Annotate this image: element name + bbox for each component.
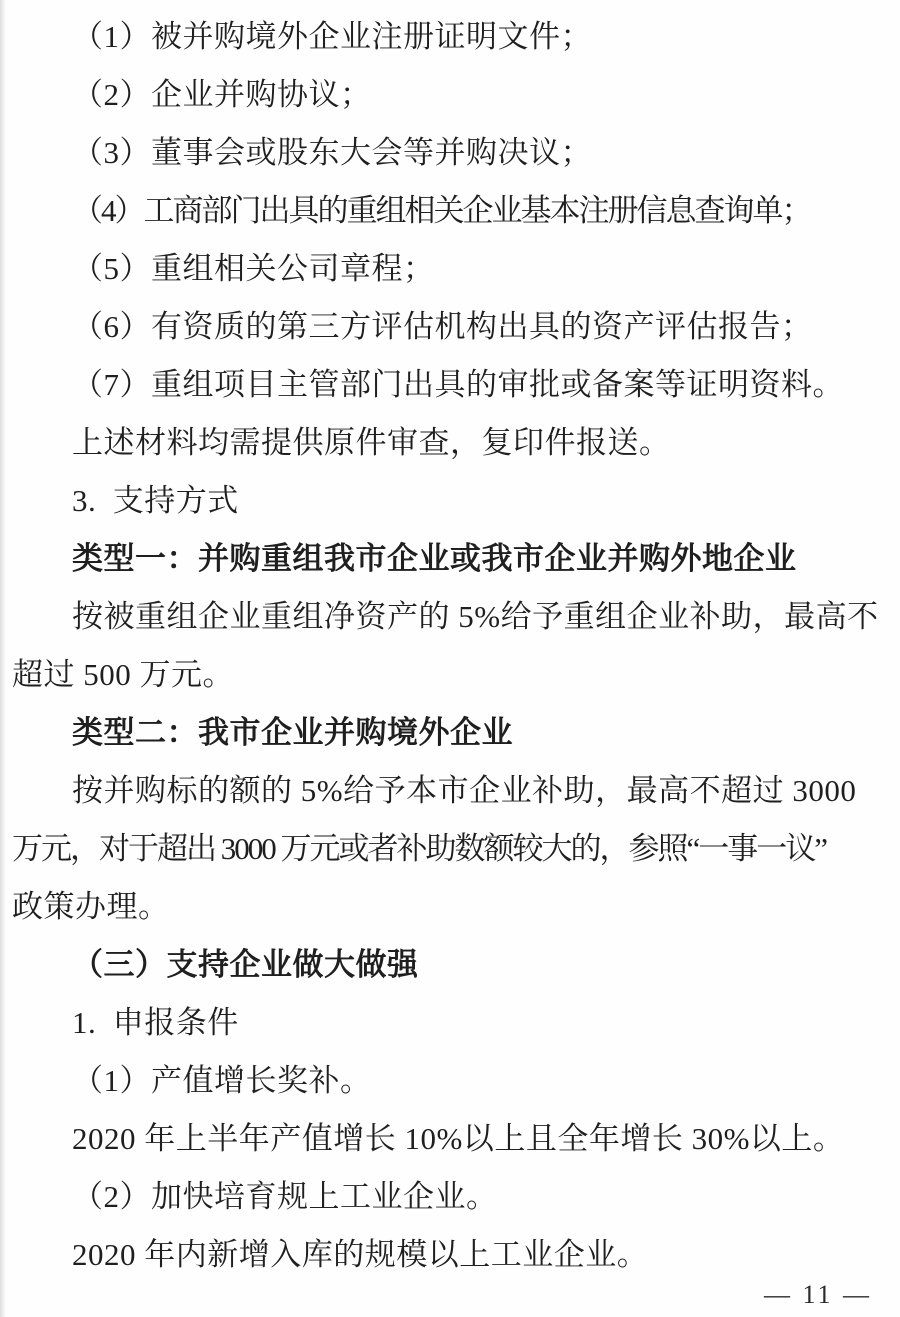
page-number: — 11 — [763, 1280, 872, 1309]
document-line: （4）工商部门出具的重组相关企业基本注册信息查询单； [72, 193, 811, 228]
section-heading: 3. 支持方式 [72, 483, 239, 518]
document-line: 上述材料均需提供原件审查，复印件报送。 [72, 425, 671, 460]
section-heading: 1. 申报条件 [72, 1005, 239, 1040]
document-line: 按被重组企业重组净资产的 5%给予重组企业补助，最高不 [72, 599, 879, 634]
type-heading: 类型一：并购重组我市企业或我市企业并购外地企业 [72, 541, 797, 576]
scan-edge-shadow [0, 0, 6, 1317]
document-line: （5）重组相关公司章程； [72, 251, 435, 286]
document-line: （1）产值增长奖补。 [72, 1063, 372, 1098]
document-line: （3）董事会或股东大会等并购决议； [72, 135, 592, 170]
document-line: 政策办理。 [12, 889, 170, 924]
document-line: 按并购标的额的 5%给予本市企业补助，最高不超过 3000 [72, 773, 857, 808]
document-line: 2020 年上半年产值增长 10%以上且全年增长 30%以上。 [72, 1121, 845, 1156]
document-line: （6）有资质的第三方评估机构出具的资产评估报告； [72, 309, 813, 344]
document-line: 2020 年内新增入库的规模以上工业企业。 [72, 1237, 649, 1272]
document-body [12, 8, 888, 1284]
document-line: 超过 500 万元。 [12, 657, 234, 692]
document-line: （1）被并购境外企业注册证明文件； [72, 19, 592, 54]
document-line: （7）重组项目主管部门出具的审批或备案等证明资料。 [72, 367, 844, 402]
document-line: （2）加快培育规上工业企业。 [72, 1179, 498, 1214]
section-heading: （三）支持企业做大做强 [72, 947, 419, 982]
document-line: 万元，对于超出 3000 万元或者补助数额较大的，参照“一事一议” [12, 831, 827, 866]
type-heading: 类型二：我市企业并购境外企业 [72, 715, 513, 750]
document-line: （2）企业并购协议； [72, 77, 372, 112]
